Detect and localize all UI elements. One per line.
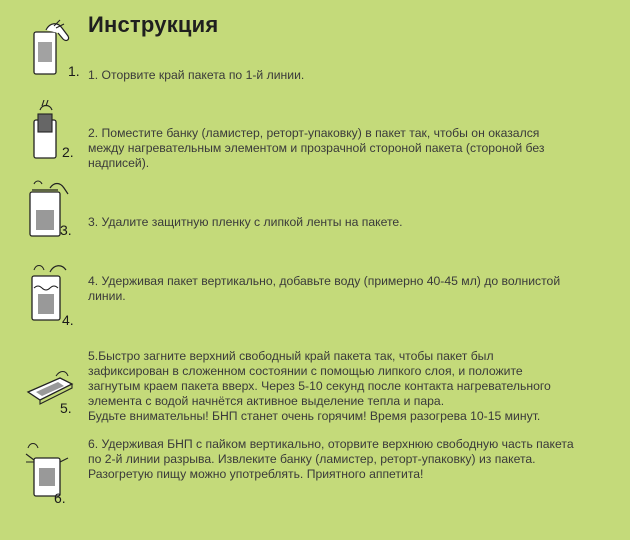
step-text: 3. Удалите защитную пленку с липкой ленты на пакете. <box>88 215 403 229</box>
step-number: 2. <box>62 144 74 160</box>
step-number: 3. <box>60 222 72 238</box>
step-number: 4. <box>62 312 74 328</box>
page-title: Инструкция <box>88 12 219 37</box>
step-number: 6. <box>54 490 66 506</box>
step-number: 5. <box>60 400 72 416</box>
step-text: 4. Удерживая пакет вертикально, добавьте воду (примерно 40-45 мл) до волнистой линии. <box>88 274 561 303</box>
step-text: 1. Оторвите край пакета по 1-й линии. <box>88 68 305 82</box>
step-text: 5.Быстро загните верхний свободный край пакета так, чтобы пакет был зафиксирован в сложенном состоянии с помощью липкого слоя, и положите загнутым краем пакета вверх. Через 5-10 секунд после контакта нагревательного элемента с водой начнётся активное выделение тепла и пара. Будьте внимательны! БНП станет очень горячим! Время разогрева 10-15 минут. <box>88 349 551 423</box>
extract-can-illustration <box>20 440 76 504</box>
step-text: 2. Поместите банку (ламистер, реторт-упаковку) в пакет так, чтобы он оказался между нагревательным элементом и прозрачной стороной пакета (стороной без надписей). <box>88 126 545 170</box>
step-text: 6. Удерживая БНП с пайком вертикально, оторвите верхнюю свободную часть пакета по 2-й линии разрыва. Извлеките банку (ламистер, реторт-упаковку) из пакета. Разогретую пищу можно употреблять. Приятного аппетита! <box>88 437 574 481</box>
step-number: 1. <box>68 63 80 79</box>
